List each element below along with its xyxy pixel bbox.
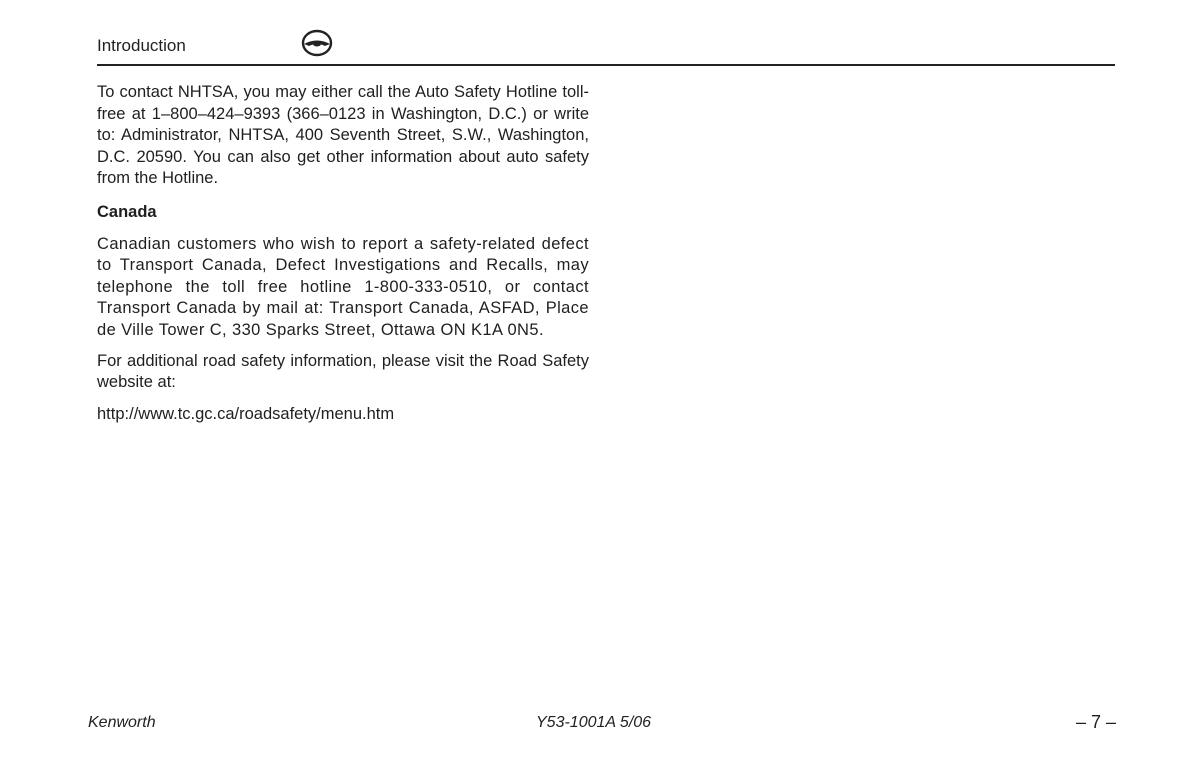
page-header	[97, 24, 1115, 66]
road-safety-url: http://www.tc.gc.ca/roadsafety/menu.htm	[97, 404, 395, 423]
footer-brand: Kenworth	[88, 714, 156, 731]
footer-doc-code: Y53-1001A 5/06	[536, 714, 652, 731]
nhtsa-contact-paragraph: To contact NHTSA, you may either call the Auto Safety Hotline toll-free at 1–800–424–9393 (366–0123 in Washington, D.C.) or write to: Administrator, NHTSA, 400 Seventh Street, S.W., Washington, D.C. 20590. You can also get other information about auto safety from the Hotline.	[97, 83, 589, 188]
canada-heading: Canada	[97, 202, 157, 221]
steering-wheel-icon	[299, 29, 335, 57]
canada-contact-paragraph: Canadian customers who wish to report a safety-related defect to Transport Canada, Defect Investigations and Recalls, may telephone the toll free hotline 1-800-333-0510, or contact Transport Canada by mail at: Transport Canada, ASFAD, Place de Ville Tower C, 330 Sparks Street, Ottawa ON K1A 0N5.	[97, 234, 589, 339]
section-title: Introduction	[97, 36, 186, 55]
road-safety-paragraph: For additional road safety information, please visit the Road Safety website at:	[97, 351, 589, 392]
main-content	[97, 82, 589, 425]
page-number: – 7 –	[1075, 712, 1116, 732]
